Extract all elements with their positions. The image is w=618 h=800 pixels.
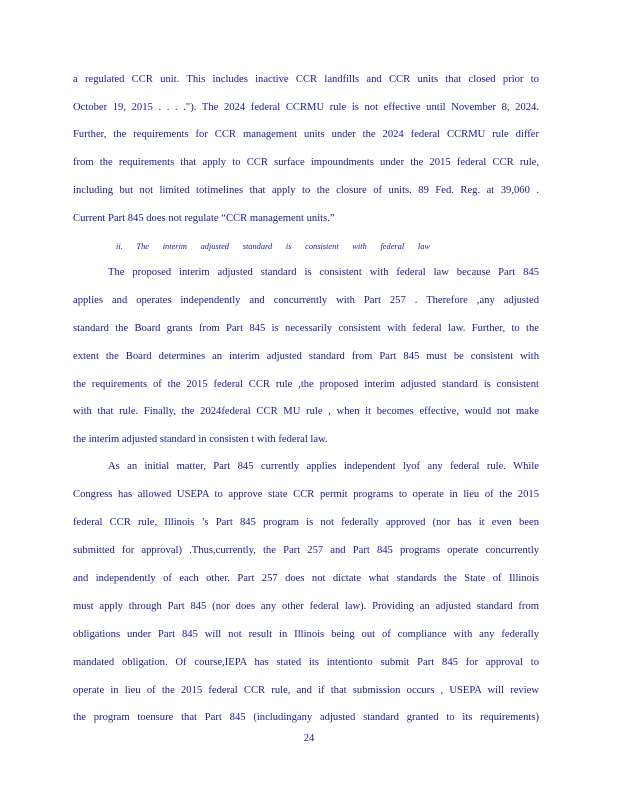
text-line: a regulated CCR unit. This includes inactive CCR landfills and CCR units that closed prior to	[73, 74, 539, 85]
text-line: The proposed interim adjusted standard is consistent with federal law because Part 845	[108, 267, 539, 278]
text-line: standard the Board grants from Part 845 is necessarily consistent with federal law. Further, to the	[73, 323, 539, 334]
text-line: the interim adjusted standard in consisten t with federal law.	[73, 434, 328, 445]
text-line: Further, the requirements for CCR management units under the 2024 federal CCRMU rule differ	[73, 129, 539, 140]
section-heading: ii. The interim adjusted standard is consistent with federal law	[116, 242, 430, 251]
text-line: the program toensure that Part 845 (includingany adjusted standard granted to its requirements)	[73, 712, 539, 723]
text-line: from the requirements that apply to CCR surface impoundments under the 2015 federal CCR rule,	[73, 157, 539, 168]
text-line: federal CCR rule, Illinois ’s Part 845 program is not federally approved (nor has it even been	[73, 517, 539, 528]
text-line: including but not limited totimelines that apply to the closure of units. 89 Fed. Reg. at 39,060 .	[73, 185, 539, 196]
text-line: obligations under Part 845 will not result in Illinois being out of compliance with any federally	[73, 629, 539, 640]
text-line: applies and operates independently and concurrently with Part 257 . Therefore ,any adjusted	[73, 295, 539, 306]
text-line: with that rule. Finally, the 2024federal CCR MU rule , when it becomes effective, would not make	[73, 406, 539, 417]
text-line: Congress has allowed USEPA to approve state CCR permit programs to operate in lieu of the 2015	[73, 489, 539, 500]
text-line: October 19, 2015 . . . ."). The 2024 federal CCRMU rule is not effective until November 8, 2024.	[73, 102, 539, 113]
text-line: and independently of each other. Part 257 does not dictate what standards the State of Illinois	[73, 573, 539, 584]
text-line: As an initial matter, Part 845 currently applies independent lyof any federal rule. While	[108, 461, 539, 472]
text-line: extent the Board determines an interim adjusted standard from Part 845 must be consistent with	[73, 351, 539, 362]
text-line: the requirements of the 2015 federal CCR rule ,the proposed interim adjusted standard is consistent	[73, 379, 539, 390]
page-number: 24	[303, 733, 315, 744]
text-line: submitted for approval) .Thus,currently, the Part 257 and Part 845 programs operate concurrently	[73, 545, 539, 556]
text-line: mandated obligation. Of course,IEPA has stated its intentionto submit Part 845 for approval to	[73, 657, 539, 668]
text-line: must apply through Part 845 (nor does any other federal law). Providing an adjusted standard from	[73, 601, 539, 612]
text-line: operate in lieu of the 2015 federal CCR rule, and if that submission occurs , USEPA will review	[73, 685, 539, 696]
text-line: Current Part 845 does not regulate “CCR management units.”	[73, 213, 335, 224]
